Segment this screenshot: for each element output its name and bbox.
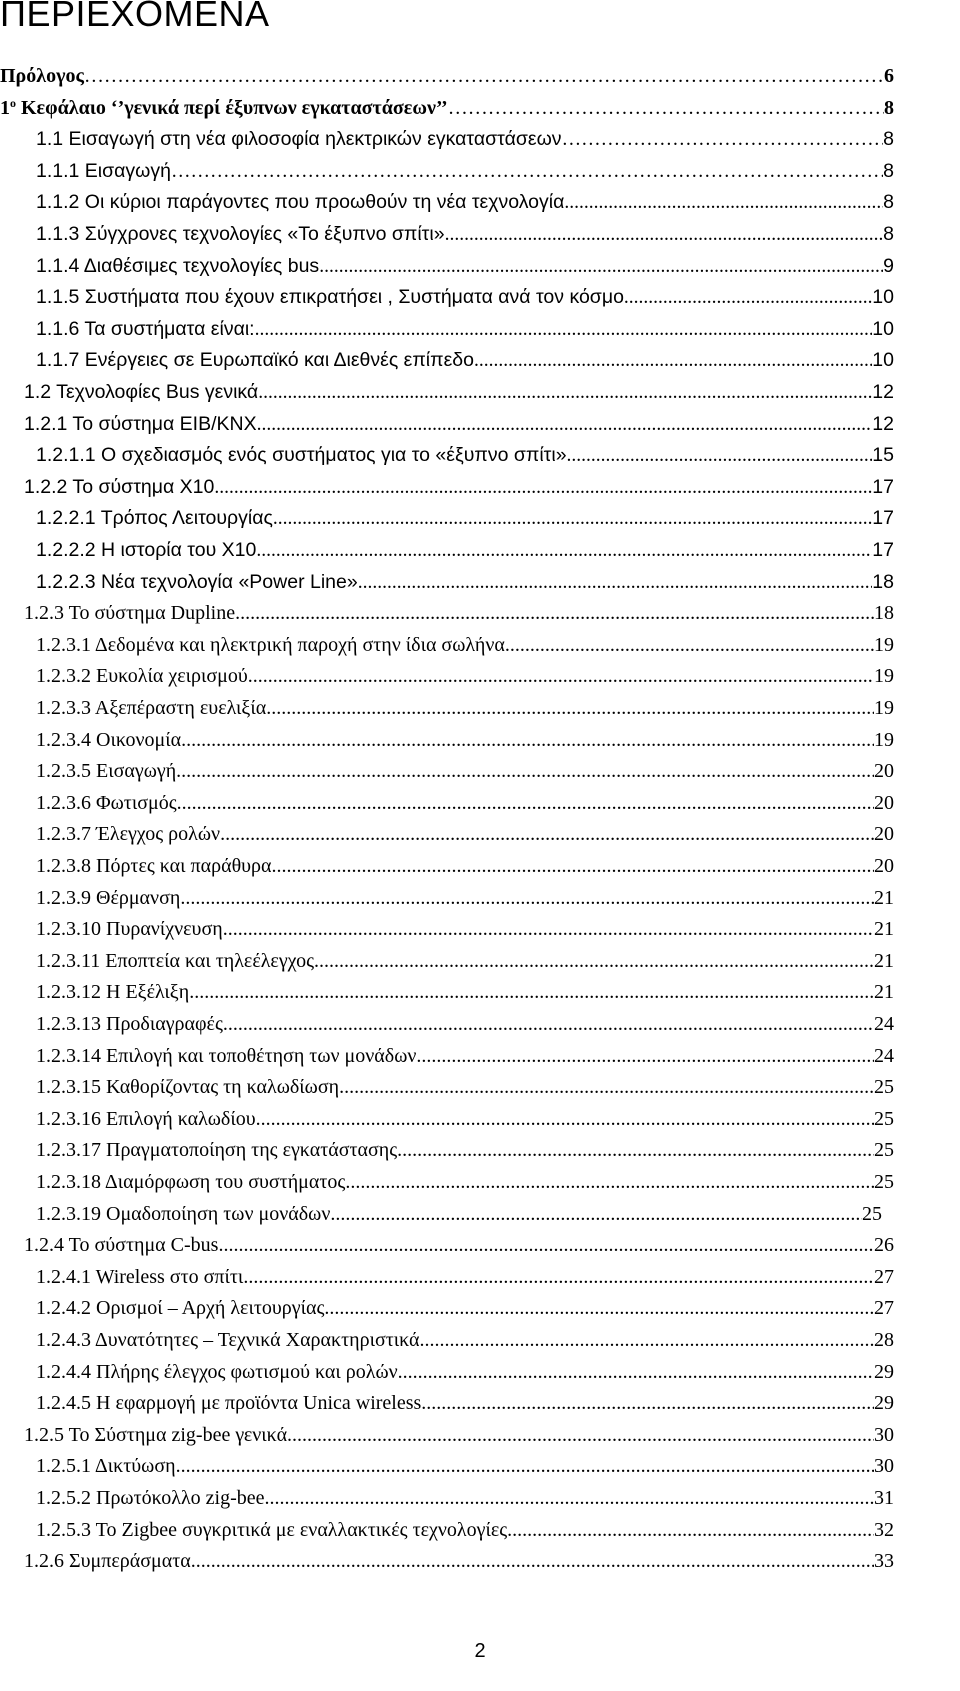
toc-entry-page: 21: [874, 949, 894, 972]
dot-leader: [507, 1516, 874, 1544]
toc-entry-page: 28: [874, 1329, 894, 1351]
toc-entry-label: 1.2.4.1 Wireless στο σπίτι: [36, 1265, 244, 1288]
toc-entry-label: 1.2.3.14 Επιλογή και τοποθέτηση των μονάδων: [36, 1044, 417, 1067]
toc-entry-label: 1.1.6 Τα συστήματα είναι:: [36, 317, 255, 340]
toc-entry-page: 19: [874, 633, 894, 656]
toc-entry-label: 1.2.3 Το σύστημα Dupline: [24, 602, 236, 625]
toc-entry[interactable]: [36, 315, 894, 343]
toc-entry-label: 1.2.3.12 Η Εξέλιξη: [36, 981, 190, 1004]
dot-leader: [176, 757, 874, 785]
toc-entry-page: 8: [884, 96, 894, 119]
toc-entry-page: 29: [874, 1360, 894, 1383]
toc-entry[interactable]: [36, 441, 894, 469]
toc-entry[interactable]: [24, 1547, 894, 1575]
toc-entry-page: 27: [874, 1265, 894, 1288]
toc-entry-page: 20: [874, 855, 894, 877]
toc-entry-page: 19: [874, 728, 894, 751]
toc-entry[interactable]: [24, 599, 894, 627]
toc-entry-label: 1.2.3.10 Πυρανίχνευση: [36, 918, 223, 941]
toc-entry-page: 10: [872, 286, 894, 309]
toc-entry-page: 21: [874, 918, 894, 941]
toc-entry-label: 1.2.6 Συμπεράσματα: [24, 1550, 191, 1573]
toc-entry-page: 25: [874, 1139, 894, 1162]
toc-entry[interactable]: [36, 1452, 894, 1480]
toc-entry-label: 1.1.7 Ενέργειες σε Ευρωπαϊκό και Διεθνές επίπεδο: [36, 349, 474, 372]
dot-leader: [567, 442, 873, 470]
toc-entry-label: 1.2.1 Το σύστημα EIB/KNX: [24, 412, 257, 435]
toc-entry-label: 1.2.3.9 Θέρμανση: [36, 886, 181, 909]
dot-leader: [339, 1073, 874, 1101]
toc-entry[interactable]: [36, 1358, 894, 1386]
toc-entry-label: 1.2.2.3 Νέα τεχνολογία «Power Line»: [36, 570, 358, 593]
toc-entry[interactable]: [36, 1326, 894, 1354]
toc-entry-label: 1.2.4.5 Η εφαρμογή με προϊόντα Unica wireless: [36, 1392, 422, 1415]
dot-leader: [243, 1263, 874, 1291]
toc-entry-label: 1.2.3.7 Έλεγχος ρολών: [36, 823, 221, 846]
dot-leader: [319, 253, 883, 281]
dot-leader: [474, 347, 872, 375]
toc-entry[interactable]: [36, 757, 894, 785]
toc-entry[interactable]: [24, 378, 894, 406]
toc-entry[interactable]: [36, 1263, 894, 1291]
dot-leader: [564, 189, 883, 217]
dot-leader: [445, 221, 884, 249]
toc-entry-label: 1.2.3.2 Ευκολία χειρισμού: [36, 665, 248, 688]
toc-entry-label: 1.2.2.1 Τρόπος Λειτουργίας: [36, 507, 273, 530]
toc-entry-label: 1.1.4 Διαθέσιμες τεχνολογίες bus: [36, 254, 320, 277]
dot-leader: [84, 62, 884, 90]
toc-entry-label: 1.2.1.1 Ο σχεδιασμός ενός συστήματος για το «έξυπνο σπίτι»: [36, 444, 567, 467]
toc-entry-label: 1.2.3.1 Δεδομένα και ηλεκτρική παροχή στην ίδια σωλήνα: [36, 633, 505, 656]
dot-leader: [189, 978, 874, 1006]
toc-entry-label: [0, 94, 448, 122]
dot-leader: [505, 631, 874, 659]
dot-leader: [223, 1010, 874, 1038]
dot-leader: [562, 126, 884, 154]
toc-entry[interactable]: [36, 726, 894, 754]
toc-entry[interactable]: [36, 283, 894, 311]
toc-entry-label: 1.1.5 Συστήματα που έχουν επικρατήσει , Συστήματα ανά τον κόσμο: [36, 286, 624, 309]
toc-entry[interactable]: [36, 1168, 894, 1196]
chapter-ordinal: ο: [10, 95, 16, 110]
toc-entry[interactable]: [36, 694, 894, 722]
toc-entry-label: 1.2.3.11 Εποπτεία και τηλεέλεγχος: [36, 949, 315, 972]
toc-entry-page: 8: [883, 191, 894, 214]
toc-entry-page: 12: [872, 381, 894, 403]
chapter-number: 1: [0, 96, 10, 119]
toc-entry-label: 1.2.4 Το σύστημα C-bus: [24, 1234, 219, 1257]
dot-leader: [235, 599, 874, 627]
toc-entry-label: 1.2.3.13 Προδιαγραφές: [36, 1013, 223, 1035]
toc-entry-label: 1.2.5.1 Δικτύωση: [36, 1455, 176, 1478]
toc-entry[interactable]: [36, 125, 894, 153]
toc-entry-page: 8: [883, 159, 894, 182]
toc-entry-page: 19: [874, 697, 894, 719]
page-title: ΠΕΡΙΕΧΟΜΕΝΑ: [0, 0, 270, 34]
toc-entry[interactable]: [36, 568, 894, 596]
toc-entry[interactable]: [36, 220, 894, 248]
toc-entry-page: 30: [874, 1423, 894, 1446]
dot-leader: [448, 94, 884, 122]
dot-leader: [223, 915, 874, 943]
toc-entry[interactable]: [24, 410, 894, 438]
toc-entry-label: 1.2.3.19 Ομαδοποίηση των μονάδων: [36, 1202, 331, 1225]
toc-entry-page: 19: [874, 665, 894, 688]
dot-leader: [256, 1105, 874, 1133]
toc-entry-label: 1.2.3.6 Φωτισμός: [36, 791, 177, 814]
toc-entry[interactable]: [36, 1200, 882, 1228]
toc-entry-page: 31: [874, 1487, 894, 1509]
toc-entry-page: 20: [874, 823, 894, 846]
dot-leader: [421, 1389, 874, 1417]
toc-entry-page: 18: [872, 570, 894, 593]
dot-leader: [273, 505, 872, 533]
toc-entry[interactable]: [36, 252, 894, 280]
toc-entry[interactable]: [36, 1294, 894, 1322]
dot-leader: [171, 158, 883, 186]
toc-entry[interactable]: [36, 947, 894, 975]
toc-entry-page: 17: [872, 475, 894, 498]
toc-entry-page: 24: [874, 1013, 894, 1035]
toc-entry-page: 10: [872, 349, 894, 372]
toc-entry-label: 1.2.3.17 Πραγματοποίηση της εγκατάστασης: [36, 1139, 398, 1162]
toc-entry[interactable]: [36, 1389, 894, 1417]
dot-leader: [256, 537, 872, 565]
toc-entry-page: 8: [883, 223, 894, 245]
table-of-contents: [0, 62, 960, 1582]
toc-entry-label: 1.1.3 Σύγχρονες τεχνολογίες «Το έξυπνο σπίτι»: [36, 223, 445, 245]
toc-entry-page: 25: [874, 1107, 894, 1130]
toc-entry-page: 9: [883, 254, 894, 277]
toc-entry-page: 24: [874, 1044, 894, 1067]
page-number: 2: [474, 1640, 486, 1662]
toc-entry-page: 17: [872, 539, 894, 561]
dot-leader: [330, 1200, 862, 1228]
dot-leader: [248, 662, 874, 690]
toc-entry[interactable]: [36, 536, 894, 564]
toc-entry-page: 18: [874, 602, 894, 625]
toc-entry-label: 1.2.4.3 Δυνατότητες – Τεχνικά Χαρακτηριστικά: [36, 1329, 420, 1351]
toc-entry-label: 1.1 Εισαγωγή στη νέα φιλοσοφία ηλεκτρικών εγκαταστάσεων: [36, 128, 562, 151]
toc-entry-page: 17: [872, 507, 894, 530]
toc-entry-page: 25: [874, 1171, 894, 1193]
dot-leader: [624, 284, 872, 312]
dot-leader: [176, 1452, 874, 1480]
dot-leader: [214, 474, 872, 502]
dot-leader: [398, 1358, 874, 1386]
toc-entry-page: 25: [874, 1076, 894, 1099]
toc-entry-page: 15: [872, 444, 894, 467]
toc-entry-label: 1.1.1 Εισαγωγή: [36, 159, 172, 182]
dot-leader: [220, 820, 874, 848]
toc-entry[interactable]: [36, 504, 894, 532]
dot-leader: [420, 1326, 874, 1354]
dot-leader: [191, 1547, 874, 1575]
toc-entry[interactable]: [36, 662, 894, 690]
dot-leader: [287, 1421, 874, 1449]
toc-entry-page: 27: [874, 1297, 894, 1320]
toc-entry[interactable]: [36, 1073, 894, 1101]
dot-leader: [258, 379, 872, 407]
toc-entry[interactable]: [36, 1010, 894, 1038]
toc-entry[interactable]: [36, 1042, 894, 1070]
toc-entry-page: 30: [874, 1455, 894, 1478]
dot-leader: [265, 1484, 874, 1512]
toc-entry-label: 1.2.2 Το σύστημα Χ10: [24, 475, 215, 498]
toc-entry[interactable]: [24, 1421, 894, 1449]
toc-entry-label: 1.2.5.3 Το Zigbee συγκριτικά με εναλλακτικές τεχνολογίες: [36, 1518, 508, 1541]
dot-leader: [397, 1136, 874, 1164]
dot-leader: [218, 1231, 874, 1259]
dot-leader: [255, 316, 873, 344]
toc-entry[interactable]: [36, 157, 894, 185]
dot-leader: [257, 411, 873, 439]
toc-entry-page: 29: [874, 1392, 894, 1415]
toc-entry-label: 1.1.2 Οι κύριοι παράγοντες που προωθούν τη νέα τεχνολογία: [36, 191, 565, 214]
toc-entry-page: 8: [883, 128, 894, 151]
dot-leader: [177, 789, 874, 817]
toc-entry[interactable]: [36, 789, 894, 817]
toc-entry-label: 1.2.3.15 Καθορίζοντας τη καλωδίωση: [36, 1076, 340, 1099]
toc-entry[interactable]: [36, 915, 894, 943]
toc-entry-label: 1.2.3.5 Εισαγωγή: [36, 760, 177, 783]
toc-entry-page: 21: [874, 886, 894, 909]
toc-entry[interactable]: [0, 94, 894, 122]
toc-entry-label: 1.2.3.4 Οικονομία: [36, 728, 182, 751]
toc-entry-label: 1.2.3.3 Αξεπέραστη ευελιξία: [36, 697, 267, 719]
toc-entry-page: 12: [872, 412, 894, 435]
toc-entry-label: 1.2.5 Το Σύστημα zig-bee γενικά: [24, 1423, 288, 1446]
dot-leader: [358, 569, 873, 597]
toc-entry-page: 26: [874, 1234, 894, 1257]
toc-entry-page: 33: [874, 1550, 894, 1573]
toc-entry[interactable]: [36, 1105, 894, 1133]
toc-entry[interactable]: [36, 820, 894, 848]
toc-entry-label: Πρόλογος: [0, 65, 84, 87]
toc-entry-page: 6: [884, 65, 894, 87]
toc-entry-label: 1.2.3.8 Πόρτες και παράθυρα: [36, 855, 272, 877]
toc-entry-label: 1.2.3.18 Διαμόρφωση του συστήματος: [36, 1171, 346, 1193]
toc-entry-label: 1.2.2.2 Η ιστορία του Χ10: [36, 539, 257, 561]
chapter-title: Κεφάλαιο ‘’γενικά περί έξυπνων εγκαταστάσεων’’: [21, 96, 448, 119]
toc-entry-label: 1.2.5.2 Πρωτόκολλο zig-bee: [36, 1487, 265, 1509]
toc-entry-label: 1.2.4.2 Ορισμοί – Αρχή λειτουργίας: [36, 1297, 325, 1320]
toc-entry[interactable]: [36, 1136, 894, 1164]
toc-entry-page: 20: [874, 760, 894, 783]
toc-entry-page: 21: [874, 981, 894, 1004]
toc-entry[interactable]: [24, 1231, 894, 1259]
toc-entry[interactable]: [36, 346, 894, 374]
dot-leader: [416, 1042, 874, 1070]
dot-leader: [324, 1294, 874, 1322]
toc-entry[interactable]: [36, 852, 894, 880]
toc-entry-page: 32: [874, 1518, 894, 1541]
dot-leader: [266, 694, 874, 722]
toc-entry[interactable]: [36, 1484, 894, 1512]
toc-entry[interactable]: [36, 884, 894, 912]
toc-entry[interactable]: [36, 1516, 894, 1544]
dot-leader: [181, 726, 874, 754]
dot-leader: [345, 1168, 874, 1196]
toc-entry[interactable]: [36, 188, 894, 216]
toc-entry-label: 1.2 Τεχνολοφίες Bus γενικά: [24, 381, 259, 403]
dot-leader: [272, 852, 874, 880]
toc-entry[interactable]: [0, 62, 894, 90]
toc-entry-label: 1.2.3.16 Επιλογή καλωδίου: [36, 1107, 256, 1130]
dot-leader: [180, 884, 874, 912]
dot-leader: [314, 947, 874, 975]
toc-entry-label: 1.2.4.4 Πλήρης έλεγχος φωτισμού και ρολών: [36, 1360, 398, 1383]
toc-entry-page: 20: [874, 791, 894, 814]
toc-entry[interactable]: [36, 631, 894, 659]
toc-entry-page: 10: [872, 317, 894, 340]
toc-entry-page: 25: [862, 1202, 882, 1225]
toc-entry[interactable]: [36, 978, 894, 1006]
toc-entry[interactable]: [24, 473, 894, 501]
